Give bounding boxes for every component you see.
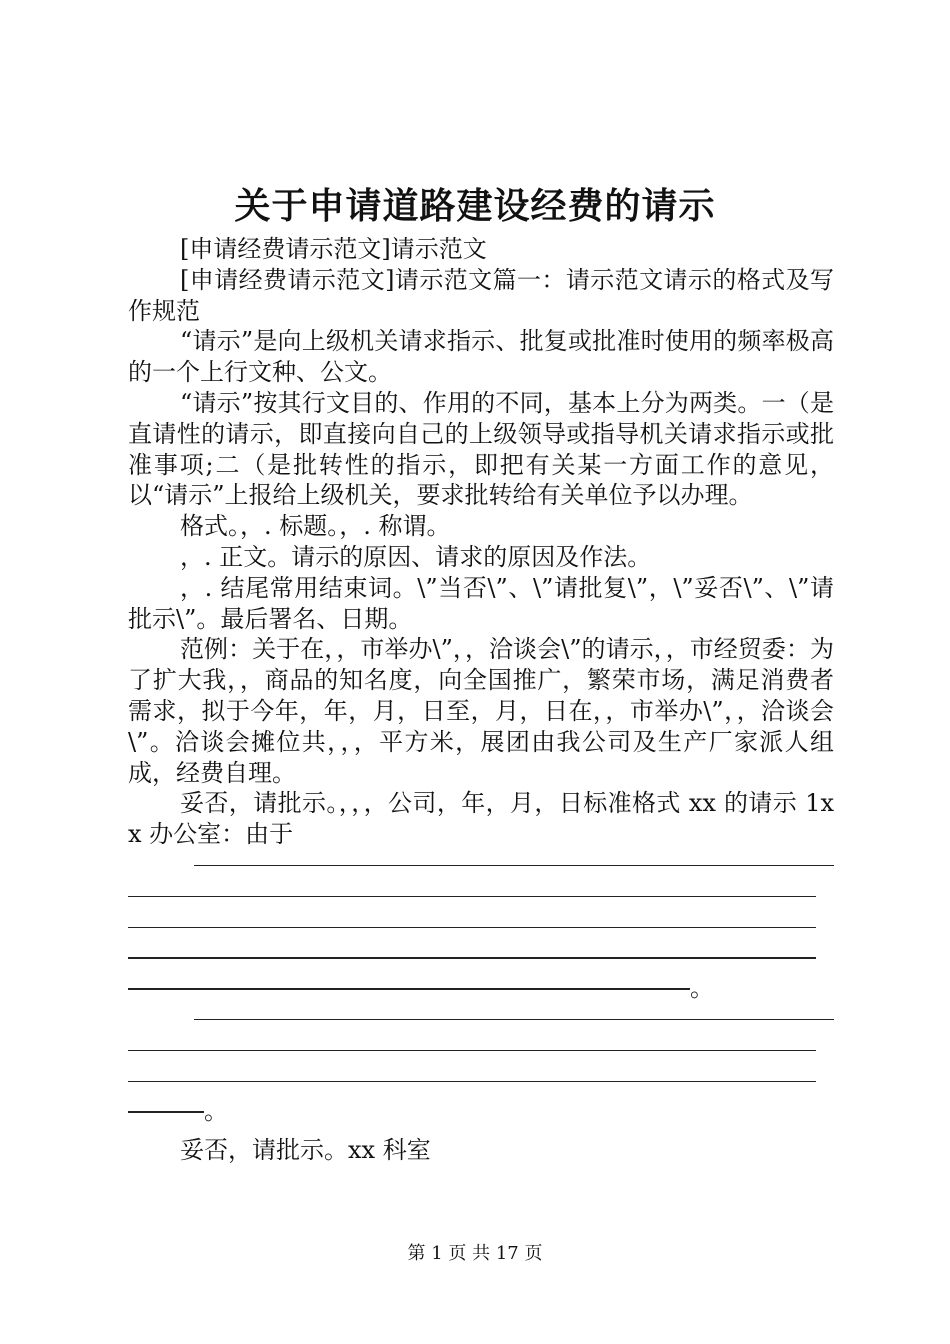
paragraph: [申请经费请示范文]请示范文 — [180, 235, 487, 263]
end-mark: 。 — [204, 1097, 228, 1126]
blank-line — [128, 1004, 834, 1035]
paragraph: 范例：关于在，，市举办\”，，洽谈会\”的请示，，市经贸委：为了扩大我，，商品的知名度，向全国推广，繁荣市场，满足消费者需求，拟于今年，年，月，日至，月，日在，，市举办\”，，洽谈会\”。洽谈会摊位共，，，平方米，展团由我公司及生产厂家派人组成，经费自理。 — [128, 635, 834, 787]
blank-line — [128, 850, 834, 881]
end-mark: 。 — [690, 974, 714, 1003]
document-title: 关于申请道路建设经费的请示 — [234, 185, 716, 227]
page-footer: 第 1 页 共 17 页 — [407, 1243, 543, 1264]
document-body — [128, 234, 834, 1166]
paragraph: [申请经费请示范文]请示范文篇一：请示范文请示的格式及写作规范 — [128, 265, 834, 325]
blank-line — [128, 881, 834, 912]
paragraph: “请示”按其行文目的、作用的不同，基本上分为两类。一（是直请性的请示，即直接向自己的上级领导或指导机关请求指示或批准事项;二（是批转性的指示，即把有关某一方面工作的意见，以“请示”上报给上级机关，要求批转给有关单位予以办理。 — [128, 388, 834, 510]
blank-fill-block — [128, 1004, 834, 1127]
paragraph: 妥否，请批示。，，，公司，年，月，日标准格式 xx 的请示 1xx 办公室：由于 — [128, 789, 834, 849]
blank-line — [128, 973, 834, 1004]
blank-line — [128, 1096, 834, 1127]
closing-line: 妥否，请批示。xx 科室 — [180, 1136, 431, 1165]
paragraph: ，. 正文。请示的原因、请求的原因及作法。 — [180, 542, 652, 571]
paragraph: “请示”是向上级机关请求指示、批复或批准时使用的频率极高的一个上行文种、公文。 — [128, 327, 834, 387]
blank-fill-block — [128, 850, 834, 1004]
blank-line — [128, 912, 834, 943]
blank-line — [128, 942, 834, 973]
paragraph: ，. 结尾常用结束词。\”当否\”、\”请批复\”，\”妥否\”、\”请批示\”。最后署名、日期。 — [128, 573, 834, 633]
paragraph: 格式。，. 标题。，. 称谓。 — [180, 512, 451, 541]
blank-line — [128, 1035, 834, 1066]
blank-line — [128, 1066, 834, 1097]
